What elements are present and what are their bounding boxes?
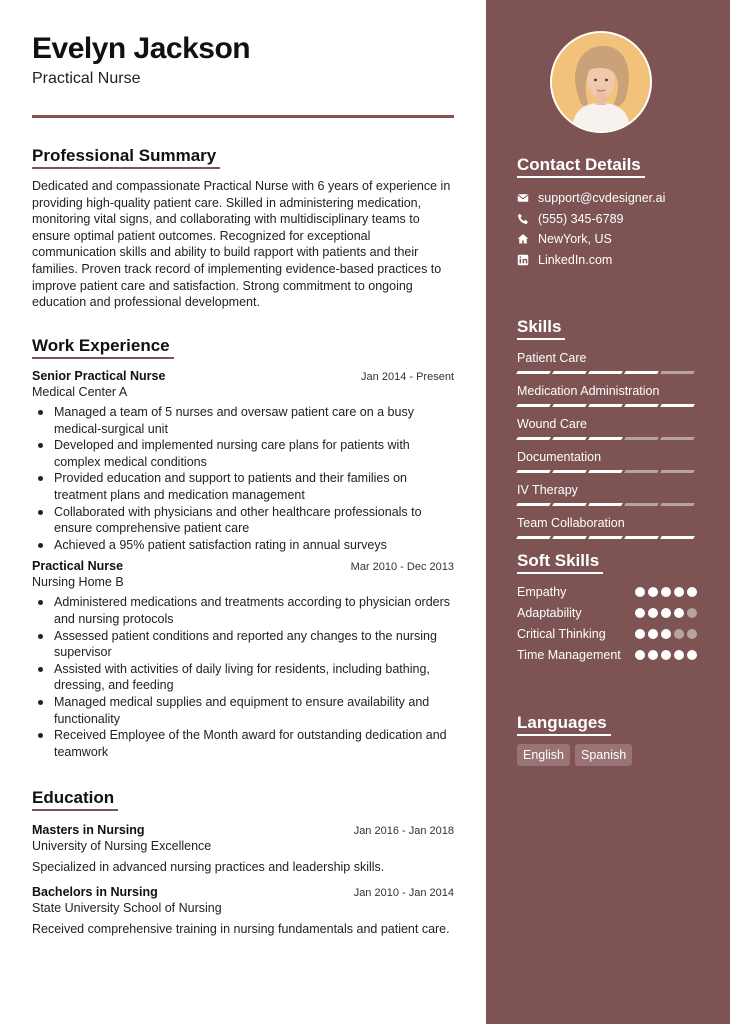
- rating-dot: [648, 650, 658, 660]
- skill-name: Medication Administration: [517, 384, 660, 398]
- envelope-icon: [517, 192, 529, 204]
- skill-name: Team Collaboration: [517, 516, 625, 530]
- rating-dot: [648, 587, 658, 597]
- language-tag: Spanish: [575, 744, 632, 766]
- experience-heading: Work Experience: [32, 336, 174, 359]
- skill-level-segment: [588, 503, 623, 506]
- avatar-icon: [552, 33, 650, 131]
- rating-dot: [674, 650, 684, 660]
- list-item: Provided education and support to patients and their families on treatment plans and medication management: [32, 470, 454, 503]
- education-heading: Education: [32, 788, 118, 811]
- rating-dot: [661, 650, 671, 660]
- contact-linkedin[interactable]: [517, 250, 697, 271]
- skill-level-segment: [516, 536, 551, 539]
- skill-level-segment: [660, 437, 695, 440]
- phone-icon: [517, 213, 529, 225]
- job-role: Senior Practical Nurse: [32, 369, 166, 383]
- rating-dot: [648, 608, 658, 618]
- skill-level-segment: [516, 404, 551, 407]
- skill-level-segment: [588, 437, 623, 440]
- contact-location: [517, 229, 697, 250]
- soft-skills-list: [517, 584, 697, 663]
- skill-item: [517, 416, 697, 440]
- soft-skill-name: Empathy: [517, 585, 567, 599]
- list-item: Achieved a 95% patient satisfaction rating in annual surveys: [32, 537, 454, 554]
- soft-skill-item: [517, 605, 697, 621]
- skill-level-segment: [516, 437, 551, 440]
- job-org: Medical Center A: [32, 385, 128, 399]
- contact-heading: Contact Details: [517, 155, 645, 178]
- skills-list: [517, 350, 697, 539]
- soft-skill-name: Time Management: [517, 648, 621, 662]
- school: University of Nursing Excellence: [32, 839, 212, 853]
- job-bullets: [32, 594, 454, 760]
- skill-level-segment: [660, 404, 695, 407]
- skill-item: [517, 449, 697, 473]
- soft-skills-heading: Soft Skills: [517, 551, 603, 574]
- skill-level-bar: [517, 536, 697, 539]
- rating-dot: [635, 650, 645, 660]
- soft-skill-item: [517, 584, 697, 600]
- rating-dot: [635, 587, 645, 597]
- skill-level-segment: [660, 503, 695, 506]
- skill-level-segment: [660, 371, 695, 374]
- rating-dot: [661, 587, 671, 597]
- job-date: Mar 2010 - Dec 2013: [350, 561, 454, 574]
- education-desc: Received comprehensive training in nursing fundamentals and patient care.: [32, 921, 450, 936]
- job-entry: [32, 559, 454, 760]
- candidate-title: Practical Nurse: [32, 70, 141, 87]
- languages-list: [517, 744, 697, 766]
- soft-skill-rating: [635, 629, 697, 639]
- job-entry: [32, 369, 454, 553]
- soft-skill-item: [517, 647, 697, 663]
- sidebar: [486, 0, 730, 1024]
- skill-level-segment: [552, 470, 587, 473]
- skill-name: IV Therapy: [517, 483, 578, 497]
- soft-skill-name: Adaptability: [517, 606, 582, 620]
- profile-photo: [550, 31, 652, 133]
- education-entry: [32, 885, 454, 938]
- skill-level-bar: [517, 437, 697, 440]
- job-date: Jan 2014 - Present: [361, 371, 454, 383]
- skill-level-segment: [552, 536, 587, 539]
- rating-dot: [648, 629, 658, 639]
- skill-level-segment: [588, 404, 623, 407]
- phone-text: (555) 345-6789: [538, 211, 624, 226]
- contact-section: [517, 155, 697, 270]
- skill-name: Wound Care: [517, 417, 587, 431]
- experience-section: [32, 336, 454, 760]
- list-item: Collaborated with physicians and other healthcare professionals to ensure comprehensive patient care: [32, 504, 454, 537]
- rating-dot: [687, 629, 697, 639]
- skill-level-segment: [552, 503, 587, 506]
- skill-level-bar: [517, 371, 697, 374]
- degree: Bachelors in Nursing: [32, 884, 158, 899]
- skill-level-segment: [516, 470, 551, 473]
- skill-level-segment: [552, 371, 587, 374]
- email-text: support@cvdesigner.ai: [538, 191, 666, 206]
- summary-heading: Professional Summary: [32, 146, 220, 169]
- soft-skill-rating: [635, 608, 697, 618]
- education-date: Jan 2016 - Jan 2018: [353, 825, 454, 837]
- skill-level-segment: [624, 371, 659, 374]
- rating-dot: [661, 629, 671, 639]
- skill-level-bar: [517, 503, 697, 506]
- job-org: Nursing Home B: [32, 575, 124, 590]
- job-role: Practical Nurse: [32, 559, 124, 574]
- linkedin-text: LinkedIn.com: [538, 252, 613, 267]
- skill-level-segment: [516, 371, 551, 374]
- degree: Masters in Nursing: [32, 823, 145, 837]
- skill-level-bar: [517, 470, 697, 473]
- contact-email[interactable]: [517, 188, 697, 209]
- skill-level-segment: [624, 503, 659, 506]
- rating-dot: [635, 608, 645, 618]
- soft-skill-item: [517, 626, 697, 642]
- rating-dot: [687, 587, 697, 597]
- home-icon: [517, 233, 529, 245]
- skill-level-segment: [552, 404, 587, 407]
- education-date: Jan 2010 - Jan 2014: [353, 886, 454, 899]
- education-desc: Specialized in advanced nursing practices and leadership skills.: [32, 860, 385, 874]
- education-section: [32, 788, 454, 937]
- main-column: [32, 0, 454, 1024]
- list-item: Managed medical supplies and equipment to ensure availability and functionality: [32, 694, 454, 727]
- languages-section: [517, 713, 697, 766]
- skills-section: [517, 317, 697, 548]
- skill-item: [517, 515, 697, 539]
- rating-dot: [674, 629, 684, 639]
- rating-dot: [674, 608, 684, 618]
- skill-level-segment: [588, 470, 623, 473]
- school: State University School of Nursing: [32, 900, 222, 915]
- summary-section: [32, 146, 454, 311]
- soft-skill-name: Critical Thinking: [517, 627, 606, 641]
- soft-skill-rating: [635, 587, 697, 597]
- rating-dot: [635, 629, 645, 639]
- rating-dot: [661, 608, 671, 618]
- skill-level-segment: [552, 437, 587, 440]
- skill-level-segment: [624, 437, 659, 440]
- header-divider: [32, 115, 454, 118]
- soft-skill-rating: [635, 650, 697, 660]
- skill-level-segment: [588, 536, 623, 539]
- skill-level-bar: [517, 404, 697, 407]
- rating-dot: [674, 587, 684, 597]
- contact-phone[interactable]: [517, 209, 697, 230]
- linkedin-icon: [517, 254, 529, 266]
- education-entry: [32, 823, 454, 876]
- skill-level-segment: [624, 470, 659, 473]
- soft-skills-section: [517, 551, 697, 668]
- list-item: Received Employee of the Month award for outstanding dedication and teamwork: [32, 727, 454, 760]
- rating-dot: [687, 608, 697, 618]
- list-item: Assessed patient conditions and reported any changes to the nursing supervisor: [32, 628, 454, 661]
- skill-level-segment: [516, 503, 551, 506]
- list-item: Assisted with activities of daily living for residents, including bathing, dressing, and feeding: [32, 661, 454, 694]
- skills-heading: Skills: [517, 317, 565, 340]
- skill-level-segment: [660, 536, 695, 539]
- summary-text: Dedicated and compassionate Practical Nurse with 6 years of experience in providing high-quality patient care. Skilled in administering medication, monitoring vital signs, and collaborating with multidisciplinary teams to ensure optimal patient outcomes. Recognized for exceptional communication skills and ability to build rapport with patients and their families. Proven track record of implementing evidence-based practices to improve patient care and satisfaction. Strong commitment to ongoing education and professional development.: [32, 179, 451, 310]
- list-item: Administered medications and treatments according to physician orders and nursing protocols: [32, 594, 454, 627]
- skill-level-segment: [660, 470, 695, 473]
- languages-heading: Languages: [517, 713, 611, 736]
- skill-item: [517, 383, 697, 407]
- skill-name: Patient Care: [517, 351, 587, 365]
- list-item: Developed and implemented nursing care plans for patients with complex medical conditions: [32, 437, 454, 470]
- skill-item: [517, 482, 697, 506]
- candidate-name: Evelyn Jackson: [32, 32, 251, 65]
- skill-level-segment: [588, 371, 623, 374]
- language-tag: English: [517, 744, 570, 766]
- skill-name: Documentation: [517, 450, 602, 464]
- list-item: Managed a team of 5 nurses and oversaw patient care on a busy medical-surgical unit: [32, 404, 454, 437]
- skill-item: [517, 350, 697, 374]
- location-text: NewYork, US: [538, 232, 612, 247]
- skill-level-segment: [624, 404, 659, 407]
- rating-dot: [687, 650, 697, 660]
- job-bullets: [32, 404, 454, 553]
- skill-level-segment: [624, 536, 659, 539]
